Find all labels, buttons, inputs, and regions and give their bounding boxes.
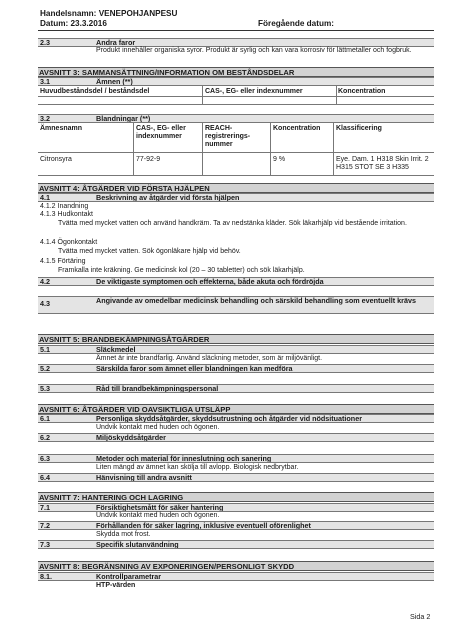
- subsection-number: 2.3: [40, 38, 50, 47]
- section-5-heading: AVSNITT 5: BRANDBEKÄMPNINGSÅTGÄRDER: [38, 334, 434, 344]
- subsection-5-3: [38, 384, 434, 393]
- subsection-4-2: [38, 277, 434, 286]
- subsection-number: 3.1: [40, 77, 50, 86]
- subsection-6-4: [38, 473, 434, 482]
- first-aid-text: Tvätta med mycket vatten och använd handkräm. Ta av nedstänka kläder. Sök läkarhjälp vid bestående irritation.: [58, 220, 407, 227]
- table-col-divider: [202, 123, 203, 175]
- precautions-text: Undvik kontakt med huden och ögonen.: [96, 424, 220, 431]
- subsection-number: 5.1: [40, 345, 50, 354]
- table-col-divider: [133, 123, 134, 175]
- section-6-heading: AVSNITT 6: ÅTGÄRDER VID OAVSIKTLIGA UTSLÄPP: [38, 404, 434, 414]
- column-header: CAS-, EG- eller indexnummer: [136, 125, 186, 140]
- subsection-6-3: [38, 454, 434, 463]
- column-header: Ämnesnamn: [40, 125, 83, 132]
- subsection-number: 5.3: [40, 384, 50, 393]
- subsection-8-1: [38, 572, 434, 581]
- subsection-number: 8.1.: [40, 572, 52, 581]
- subsection-title: Angivande av omedelbar medicinsk behandling och särskild behandling som eventuellt krävs: [96, 296, 416, 305]
- subsection-number: 4.3: [40, 299, 50, 308]
- document-date: Datum: 23.3.2016: [40, 19, 107, 28]
- table-col-divider: [333, 123, 334, 175]
- subsection-number: 6.1: [40, 414, 50, 423]
- subsection-7-1: [38, 503, 434, 512]
- subsection-number: 4.2: [40, 277, 50, 286]
- subsection-number: 4.1: [40, 193, 50, 202]
- first-aid-text: Framkalla inte kräkning. Ge medicinsk kol (20 – 30 tabletter) och sök läkarhjälp.: [58, 267, 305, 274]
- subsection-3-2: [38, 114, 434, 123]
- table-rule: [38, 104, 434, 105]
- column-header: Koncentration: [338, 88, 386, 95]
- subsection-title: Förhållanden för säker lagring, inklusive eventuell oförenlighet: [96, 521, 311, 530]
- trade-name: Handelsnamn: VENEPOHJANPESU: [40, 9, 178, 18]
- table-rule: [38, 96, 434, 97]
- subsection-title: Ämnen (**): [96, 77, 133, 86]
- section-4-heading: AVSNITT 4: ÅTGÄRDER VID FÖRSTA HJÄLPEN: [38, 183, 434, 193]
- subsection-title: Metoder och material för inneslutning och sanering: [96, 454, 272, 463]
- subsection-title: Försiktighetsmått för säker hantering: [96, 503, 224, 512]
- subsection-number: 6.3: [40, 454, 50, 463]
- first-aid-text: Tvätta med mycket vatten. Sök ögonläkare hjälp vid behöv.: [58, 248, 241, 255]
- subsection-7-3: [38, 540, 434, 549]
- containment-text: Liten mängd av ämnet kan skölja till avlopp. Biologisk nedbrytbar.: [96, 464, 299, 471]
- page-number: Sida 2: [410, 612, 431, 621]
- table-col-divider: [270, 123, 271, 175]
- column-header: Klassificering: [336, 125, 382, 132]
- first-aid-label: 4.1.3 Hudkontakt: [40, 211, 93, 218]
- subsection-number: 3.2: [40, 114, 50, 123]
- table-cell: 9 %: [273, 156, 286, 163]
- column-header: REACH-registrerings-nummer: [205, 125, 251, 148]
- first-aid-label: 4.1.4 Ögonkontakt: [40, 239, 98, 246]
- subsection-2-3: [38, 38, 434, 47]
- subsection-number: 7.1: [40, 503, 50, 512]
- subsection-number: 7.2: [40, 521, 50, 530]
- table-cell: Eye. Dam. 1 H318 Skin Irrit. 2 H315 STOT SE 3 H335: [336, 156, 429, 171]
- subsection-number: 5.2: [40, 364, 50, 373]
- subsection-3-1: [38, 77, 434, 86]
- subsection-title: Särskilda faror som ämnet eller blandningen kan medföra: [96, 364, 293, 373]
- subsection-title: De viktigaste symptomen och effekterna, både akuta och fördröjda: [96, 277, 324, 286]
- section-3-heading: AVSNITT 3: SAMMANSÄTTNING/INFORMATION OM BESTÅNDSDELAR: [38, 67, 434, 77]
- table-rule: [38, 175, 434, 176]
- table-col-divider: [336, 86, 337, 104]
- subsection-number: 7.3: [40, 540, 50, 549]
- subsection-title: Personliga skyddsåtgärder, skyddsutrustning och åtgärder vid nödsituationer: [96, 414, 362, 423]
- subsection-title: Släckmedel: [96, 345, 136, 354]
- subsection-number: 6.2: [40, 433, 50, 442]
- column-header: Koncentration: [273, 125, 321, 132]
- section-8-heading: AVSNITT 8: BEGRÄNSNING AV EXPONERINGEN/PERSONLIGT SKYDD: [38, 561, 434, 571]
- table-cell: 77-92-9: [136, 156, 161, 163]
- subsection-5-2: [38, 364, 434, 373]
- first-aid-label: 4.1.5 Förtäring: [40, 258, 86, 265]
- subsection-6-2: [38, 433, 434, 442]
- column-header: Huvudbeståndsdel / beståndsdel: [40, 88, 150, 95]
- subsection-title: Specifik slutanvändning: [96, 540, 179, 549]
- subsection-4-1: [38, 193, 434, 202]
- header-divider: [38, 30, 434, 31]
- extinguishing-text: Ämnet är inte brandfarlig. Använd släckning metoder, som är miljövänligt.: [96, 355, 323, 362]
- subsection-number: 6.4: [40, 473, 50, 482]
- table-col-divider: [202, 86, 203, 104]
- table-cell: Citronsyra: [40, 156, 72, 163]
- storage-text: Skydda mot frost.: [96, 531, 151, 538]
- subsection-5-1: [38, 345, 434, 354]
- subsection-title: Råd till brandbekämpningspersonal: [96, 384, 219, 393]
- subsection-title: Andra faror: [96, 38, 136, 47]
- handling-text: Undvik kontakt med huden och ögonen.: [96, 512, 220, 519]
- subsection-title: Blandningar (**): [96, 114, 151, 123]
- subsection-title: Hänvisning till andra avsnitt: [96, 473, 192, 482]
- previous-date: Föregående datum:: [258, 19, 334, 28]
- subsection-title: Beskrivning av åtgärder vid första hjälpen: [96, 193, 240, 202]
- column-header: CAS-, EG- eller indexnummer: [205, 88, 303, 95]
- subsection-title: Miljöskyddsåtgärder: [96, 433, 166, 442]
- subsection-7-2: [38, 521, 434, 530]
- htp-values-label: HTP-värden: [96, 582, 136, 589]
- section-7-heading: AVSNITT 7: HANTERING OCH LAGRING: [38, 492, 434, 502]
- first-aid-label: 4.1.2 Inandning: [40, 203, 89, 210]
- other-hazards-text: Produkt innehåller organiska syror. Produkt är syrlig och kan vara korrosiv för lättmetaller och fogbruk.: [96, 47, 412, 54]
- subsection-4-3: [38, 296, 434, 314]
- table-rule: [38, 152, 434, 153]
- subsection-6-1: [38, 414, 434, 423]
- subsection-title: Kontrollparametrar: [96, 572, 162, 581]
